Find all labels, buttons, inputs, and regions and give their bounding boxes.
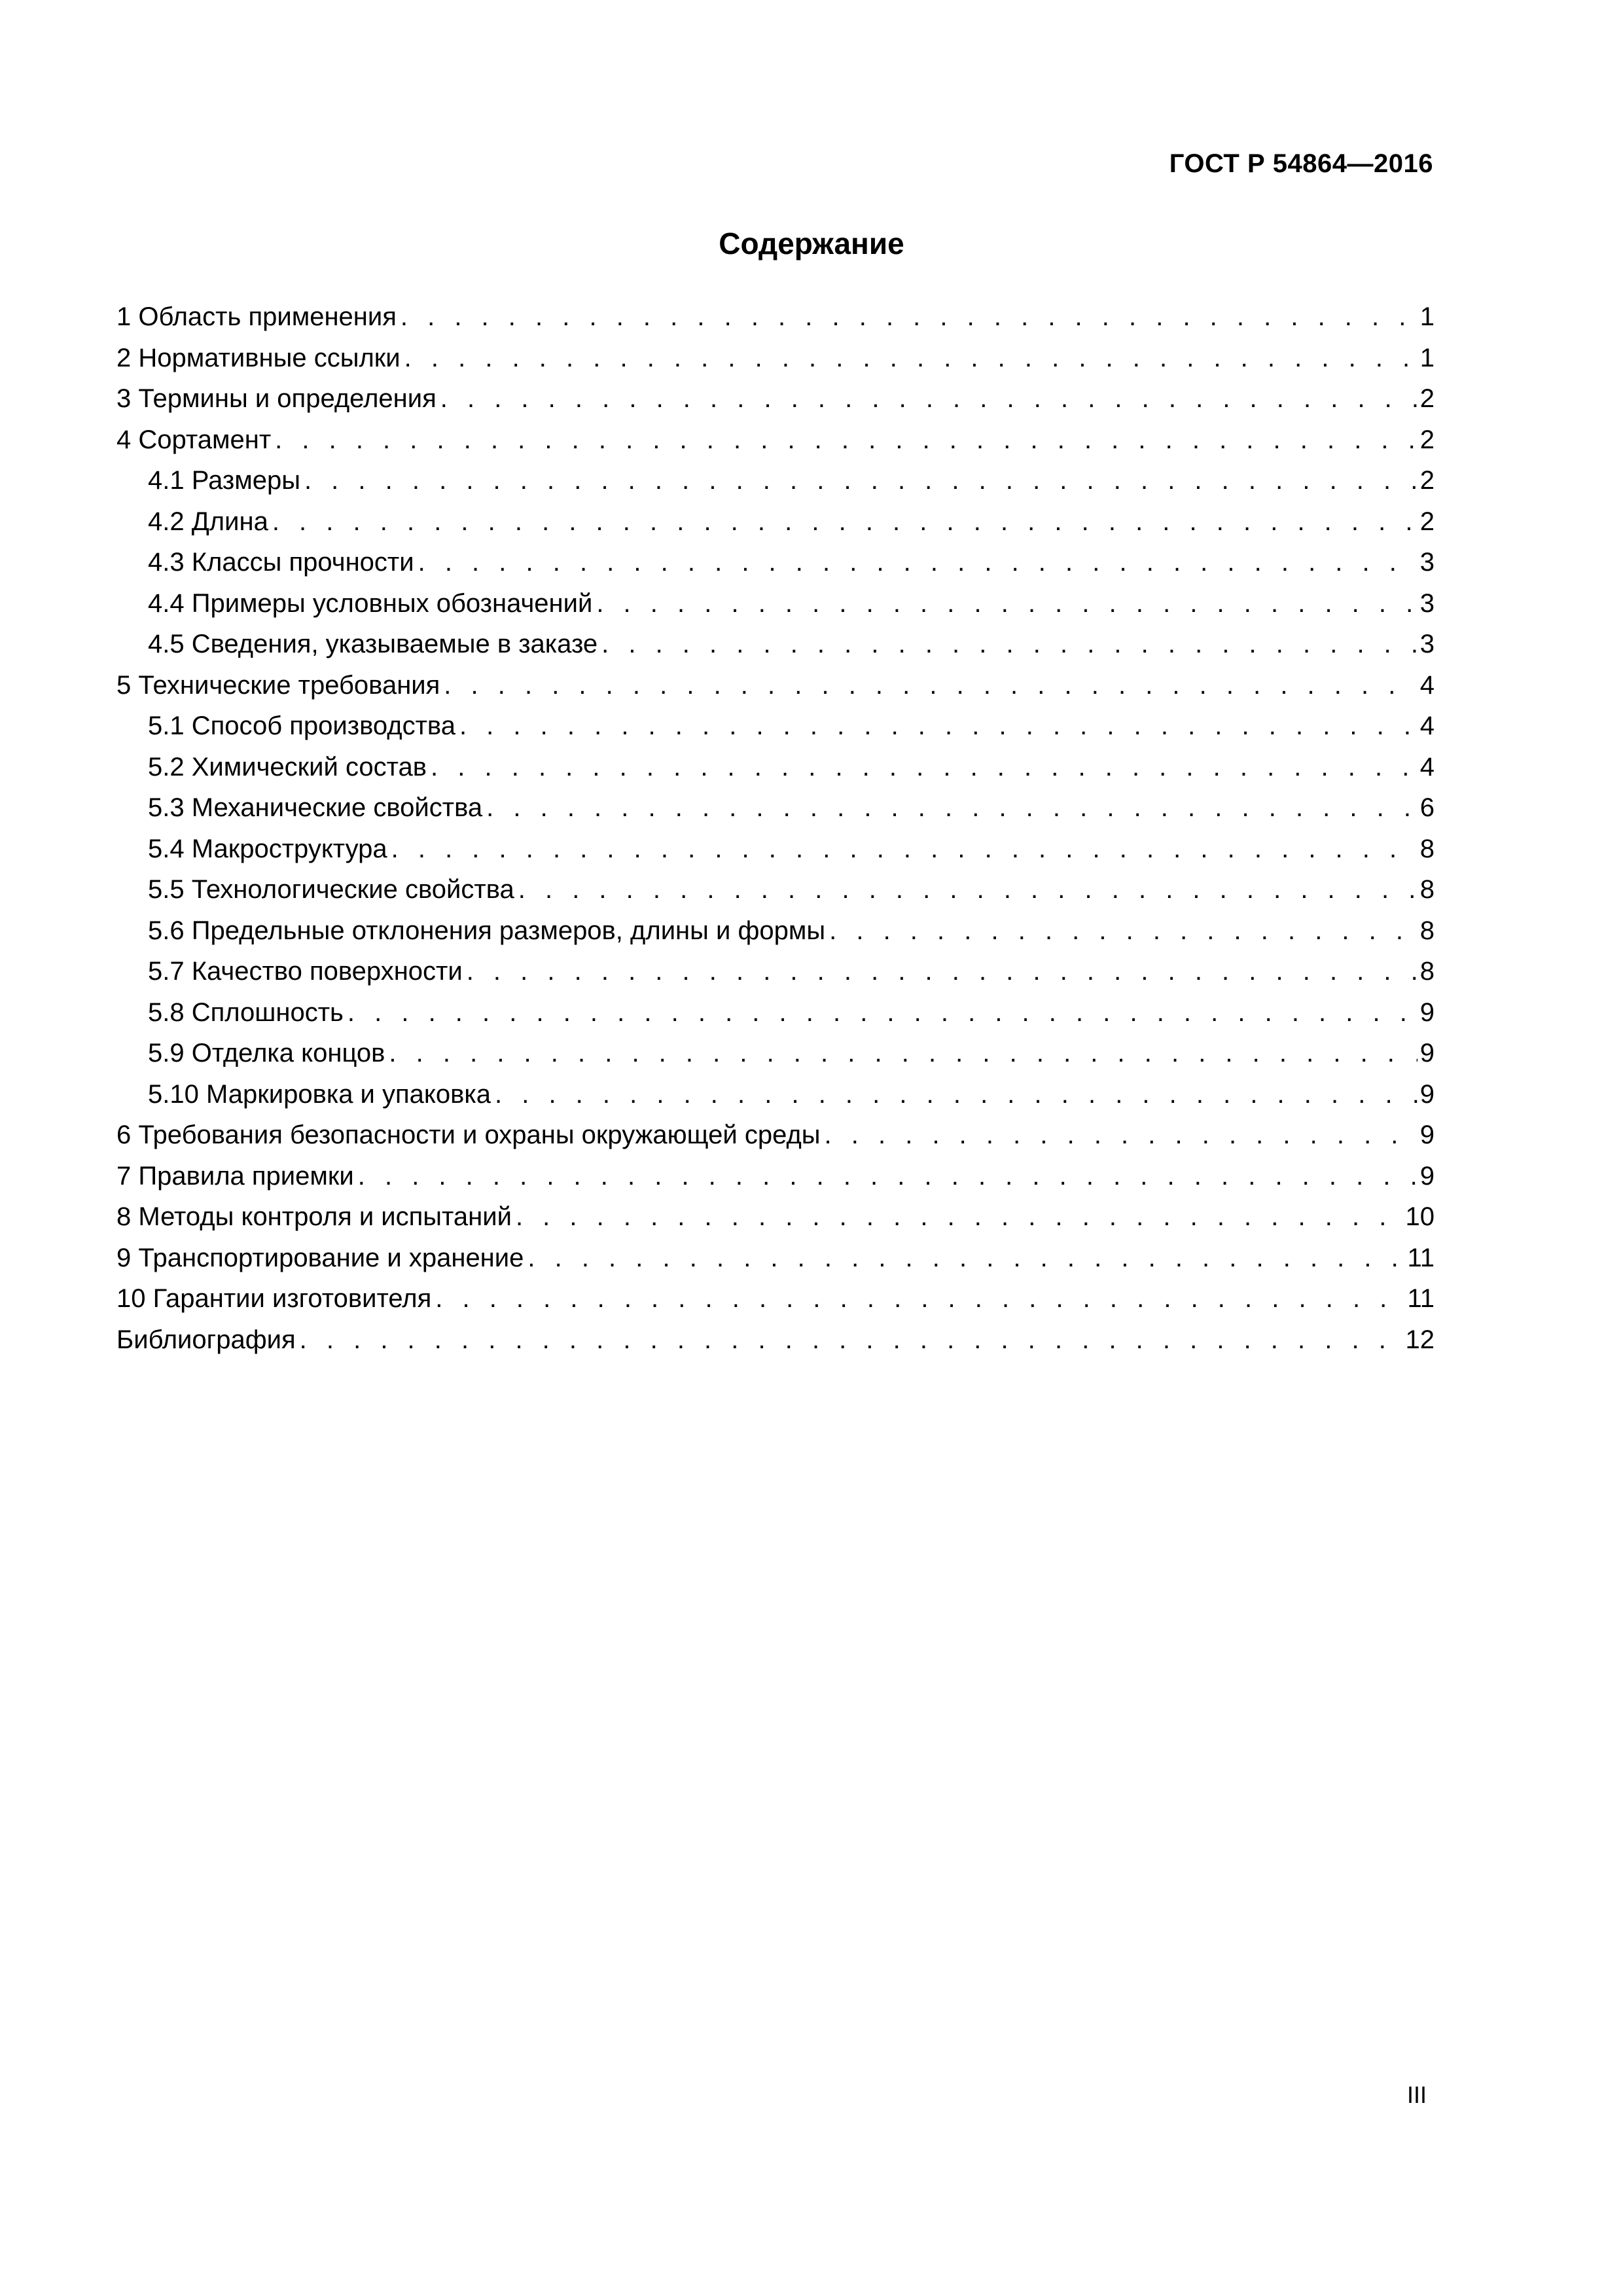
toc-entry-page: 8	[1419, 834, 1435, 863]
toc-entry[interactable]	[116, 1278, 1435, 1319]
toc-entry-label: 6 Требования безопасности и охраны окружающей среды	[116, 1121, 821, 1149]
toc-entry-label: 10 Гарантии изготовителя	[116, 1284, 432, 1313]
toc-entry-page: 9	[1419, 1121, 1435, 1149]
toc-entry[interactable]	[116, 869, 1435, 910]
toc-entry-label: 5.5 Технологические свойства	[148, 875, 514, 904]
dot-leader	[825, 1115, 1418, 1156]
toc-entry-page: 2	[1419, 384, 1435, 413]
toc-entry-page: 11	[1407, 1243, 1435, 1272]
toc-entry[interactable]	[116, 338, 1435, 379]
toc-entry-page: 8	[1419, 916, 1435, 945]
toc-entry-page: 2	[1419, 466, 1435, 495]
dot-leader	[527, 1238, 1404, 1279]
toc-entry[interactable]	[116, 706, 1435, 747]
toc-entry-page: 4	[1419, 670, 1435, 700]
toc-entry-label: 5.7 Качество поверхности	[148, 957, 463, 986]
toc-entry-page: 2	[1419, 507, 1435, 536]
dot-leader	[518, 869, 1418, 910]
toc-entry-label: 2 Нормативные ссылки	[116, 343, 401, 372]
toc-entry[interactable]	[116, 910, 1435, 952]
toc-entry-label: 5.3 Механические свойства	[148, 793, 483, 822]
toc-entry-label: 5 Технические требования	[116, 670, 440, 700]
toc-entry-label: 4.3 Классы прочности	[148, 548, 414, 577]
toc-entry-label: 4.2 Длина	[148, 507, 268, 536]
toc-entry-page: 9	[1419, 1039, 1435, 1067]
toc-entry-page: 4	[1419, 752, 1435, 781]
toc-entry[interactable]	[116, 951, 1435, 992]
toc-entry-page: 6	[1419, 793, 1435, 822]
toc-entry-page: 9	[1419, 997, 1435, 1027]
dot-leader	[348, 992, 1418, 1033]
toc-entry-page: 8	[1419, 875, 1435, 904]
toc-entry-page: 12	[1405, 1325, 1435, 1354]
toc-entry-page: 9	[1419, 1161, 1435, 1191]
toc-entry-label: Библиография	[116, 1325, 296, 1354]
dot-leader	[829, 910, 1418, 952]
toc-entry-label: 5.8 Сплошность	[148, 997, 344, 1027]
toc-entry[interactable]	[116, 1319, 1435, 1361]
toc-entry[interactable]	[116, 624, 1435, 665]
toc-entry[interactable]	[116, 1238, 1435, 1279]
toc-entry[interactable]	[116, 1156, 1435, 1197]
toc-entry[interactable]	[116, 296, 1435, 338]
toc-entry[interactable]	[116, 501, 1435, 543]
toc-entry[interactable]	[116, 420, 1435, 461]
toc-entry[interactable]	[116, 378, 1435, 420]
toc-entry-label: 5.10 Маркировка и упаковка	[148, 1079, 491, 1109]
toc-title: Содержание	[719, 226, 904, 260]
dot-leader	[516, 1196, 1403, 1238]
toc-entry[interactable]	[116, 1115, 1435, 1156]
dot-leader	[467, 951, 1418, 992]
toc-entry-page: 8	[1419, 957, 1435, 986]
dot-leader	[601, 624, 1418, 665]
dot-leader	[431, 747, 1418, 788]
dot-leader	[459, 706, 1418, 747]
toc-entry[interactable]	[116, 1196, 1435, 1238]
toc-entry-page: 4	[1419, 711, 1435, 740]
page-number: III	[1406, 2081, 1427, 2108]
dot-leader	[495, 1074, 1418, 1115]
dot-leader	[418, 542, 1418, 583]
toc-entry-label: 7 Правила приемки	[116, 1161, 354, 1191]
toc-entry-page: 1	[1419, 302, 1435, 331]
toc-entry-page: 11	[1407, 1284, 1435, 1313]
dot-leader	[391, 829, 1418, 870]
document-code: ГОСТ Р 54864—2016	[1169, 149, 1433, 178]
toc-entry-label: 9 Транспортирование и хранение	[116, 1243, 524, 1272]
toc-entry-page: 3	[1419, 588, 1435, 618]
toc-entry-label: 5.2 Химический состав	[148, 752, 427, 781]
table-of-contents	[116, 296, 1435, 1360]
toc-entry[interactable]	[116, 787, 1435, 829]
toc-entry[interactable]	[116, 992, 1435, 1033]
toc-entry-label: 5.6 Предельные отклонения размеров, длины и формы	[148, 916, 826, 945]
dot-leader	[300, 1319, 1403, 1361]
dot-leader	[275, 420, 1418, 461]
dot-leader	[389, 1033, 1417, 1074]
dot-leader	[358, 1156, 1418, 1197]
dot-leader	[404, 338, 1418, 379]
dot-leader	[272, 501, 1418, 543]
toc-entry[interactable]	[116, 1033, 1435, 1074]
toc-entry-label: 4 Сортамент	[116, 425, 272, 454]
toc-entry[interactable]	[116, 460, 1435, 501]
dot-leader	[304, 460, 1418, 501]
toc-entry[interactable]	[116, 583, 1435, 624]
toc-entry-label: 4.4 Примеры условных обозначений	[148, 588, 593, 618]
toc-entry-page: 9	[1419, 1079, 1435, 1109]
toc-entry-label: 8 Методы контроля и испытаний	[116, 1202, 512, 1231]
toc-entry-label: 5.9 Отделка концов	[148, 1039, 385, 1067]
toc-entry-label: 1 Область применения	[116, 302, 397, 331]
toc-entry[interactable]	[116, 747, 1435, 788]
toc-entry-page: 3	[1419, 630, 1435, 658]
toc-entry-page: 3	[1419, 548, 1435, 577]
toc-entry-label: 5.1 Способ производства	[148, 711, 455, 740]
toc-entry[interactable]	[116, 542, 1435, 583]
dot-leader	[440, 378, 1418, 420]
toc-entry-label: 3 Термины и определения	[116, 384, 437, 413]
toc-entry-label: 4.5 Сведения, указываемые в заказе	[148, 630, 598, 658]
toc-entry-label: 4.1 Размеры	[148, 466, 300, 495]
toc-entry-page: 1	[1419, 343, 1435, 372]
toc-entry[interactable]	[116, 829, 1435, 870]
dot-leader	[401, 296, 1418, 338]
toc-entry[interactable]	[116, 665, 1435, 706]
toc-entry-label: 5.4 Макроструктура	[148, 834, 387, 863]
toc-entry-page: 2	[1419, 425, 1435, 454]
dot-leader	[486, 787, 1418, 829]
dot-leader	[596, 583, 1417, 624]
dot-leader	[444, 665, 1417, 706]
dot-leader	[435, 1278, 1404, 1319]
toc-entry[interactable]	[116, 1074, 1435, 1115]
toc-entry-page: 10	[1405, 1202, 1435, 1231]
